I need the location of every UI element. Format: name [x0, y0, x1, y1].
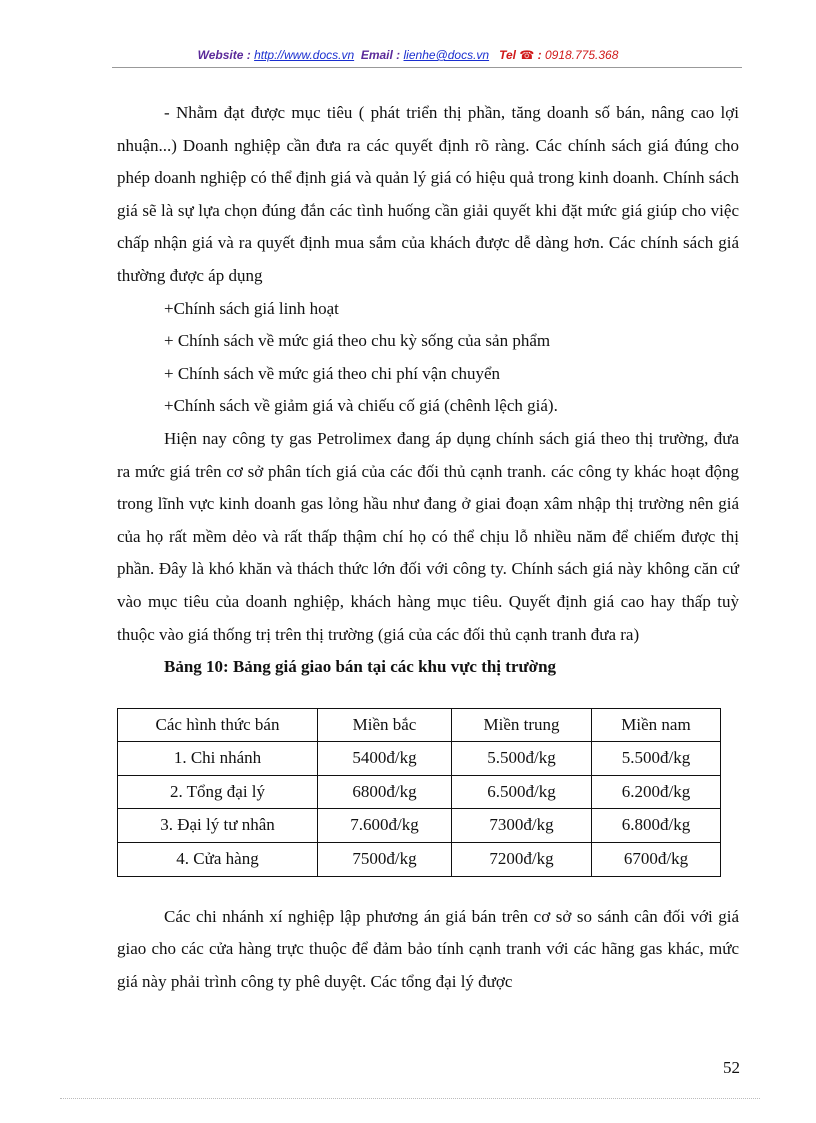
bullet-2: + Chính sách về mức giá theo chu kỳ sống của sản phẩm	[164, 331, 551, 351]
paragraph-2: Hiện nay công ty gas Petrolimex đang áp dụng chính sách giá theo thị trường, đưa ra mức giá trên cơ sở phân tích giá của các đối thủ cạnh tranh. các công ty khác hoạt động trong lĩnh vực kinh doanh gas lỏng hầu như đang ở giai đoạn xâm nhập thị trường nên giá của họ rất mềm dẻo và rất thấp thậm chí họ có thể chịu lỗ nhiều năm để chiếm được thị phần. Đây là khó khăn và thách thức lớn đối với công ty. Chính sách giá này không căn cứ vào mục tiêu của doanh nghiệp, khách hàng mục tiêu. Quyết định giá cao hay thấp tuỳ thuộc vào giá thống trị trên thị trường (giá của các đối thủ cạnh tranh đưa ra)	[117, 428, 739, 644]
paragraph-1: - Nhằm đạt được mục tiêu ( phát triển thị phần, tăng doanh số bán, nâng cao lợi nhuận...) Doanh nghiệp cần đưa ra các quyết định rõ ràng. Các chính sách giá đúng cho phép doanh nghiệp có thể định giá và quản lý giá có hiệu quả trong kinh doanh. Chính sách giá sẽ là sự lựa chọn đúng đắn các tình huống cần giải quyết khi đặt mức giá giúp cho việc chấp nhận giá và ra quyết định mua sắm của khách được dễ dàng hơn. Các chính sách giá thường được áp dụng	[117, 103, 739, 285]
price-table	[117, 708, 721, 877]
email-separator: :	[392, 48, 401, 62]
table-cell: 5.500đ/kg	[592, 742, 721, 776]
bullet-4: +Chính sách về giảm giá và chiếu cố giá (chênh lệch giá).	[164, 396, 558, 416]
table-row	[118, 742, 721, 776]
table-cell: 5.500đ/kg	[452, 742, 592, 776]
table-header-cell: Miền nam	[592, 708, 721, 742]
email-label: Email	[360, 48, 393, 62]
bullet-1: +Chính sách giá linh hoạt	[164, 298, 339, 318]
table-title: Bảng 10: Bảng giá giao bán tại các khu vực thị trường	[164, 657, 557, 677]
table-cell: 3. Đại lý tư nhân	[118, 809, 318, 843]
table-row	[118, 809, 721, 843]
table-cell: 1. Chi nhánh	[118, 742, 318, 776]
table-cell: 6.500đ/kg	[452, 775, 592, 809]
website-link[interactable]: http://www.docs.vn	[254, 48, 355, 62]
table-header-cell: Các hình thức bán	[118, 708, 318, 742]
header-divider	[112, 67, 742, 68]
page-number: 52	[723, 1058, 740, 1077]
document-body	[117, 97, 739, 998]
tel-number: 0918.775.368	[544, 48, 619, 62]
tel-label: Tel ☎ :	[499, 48, 542, 62]
table-cell: 6.800đ/kg	[592, 809, 721, 843]
table-header-row	[118, 708, 721, 742]
table-cell: 7200đ/kg	[452, 843, 592, 877]
table-cell: 7.600đ/kg	[318, 809, 452, 843]
table-cell: 6800đ/kg	[318, 775, 452, 809]
table-header-cell: Miền trung	[452, 708, 592, 742]
table-header-cell: Miền bắc	[318, 708, 452, 742]
footer-divider	[60, 1098, 760, 1099]
table-cell: 4. Cửa hàng	[118, 843, 318, 877]
email-link[interactable]: lienhe@docs.vn	[403, 48, 490, 62]
table-cell: 7300đ/kg	[452, 809, 592, 843]
table-row	[118, 843, 721, 877]
website-label: Website :	[197, 48, 251, 62]
table-cell: 6.200đ/kg	[592, 775, 721, 809]
table-cell: 6700đ/kg	[592, 843, 721, 877]
table-cell: 2. Tổng đại lý	[118, 775, 318, 809]
page-header	[0, 48, 816, 62]
paragraph-3: Các chi nhánh xí nghiệp lập phương án giá bán trên cơ sở so sánh cân đối với giá giao cho các cửa hàng trực thuộc để đảm bảo tính cạnh tranh với các hãng gas khác, mức giá này phải trình công ty phê duyệt. Các tổng đại lý được	[117, 906, 739, 991]
table-row	[118, 775, 721, 809]
bullet-3: + Chính sách về mức giá theo chi phí vận chuyển	[164, 363, 501, 383]
table-cell: 7500đ/kg	[318, 843, 452, 877]
table-cell: 5400đ/kg	[318, 742, 452, 776]
